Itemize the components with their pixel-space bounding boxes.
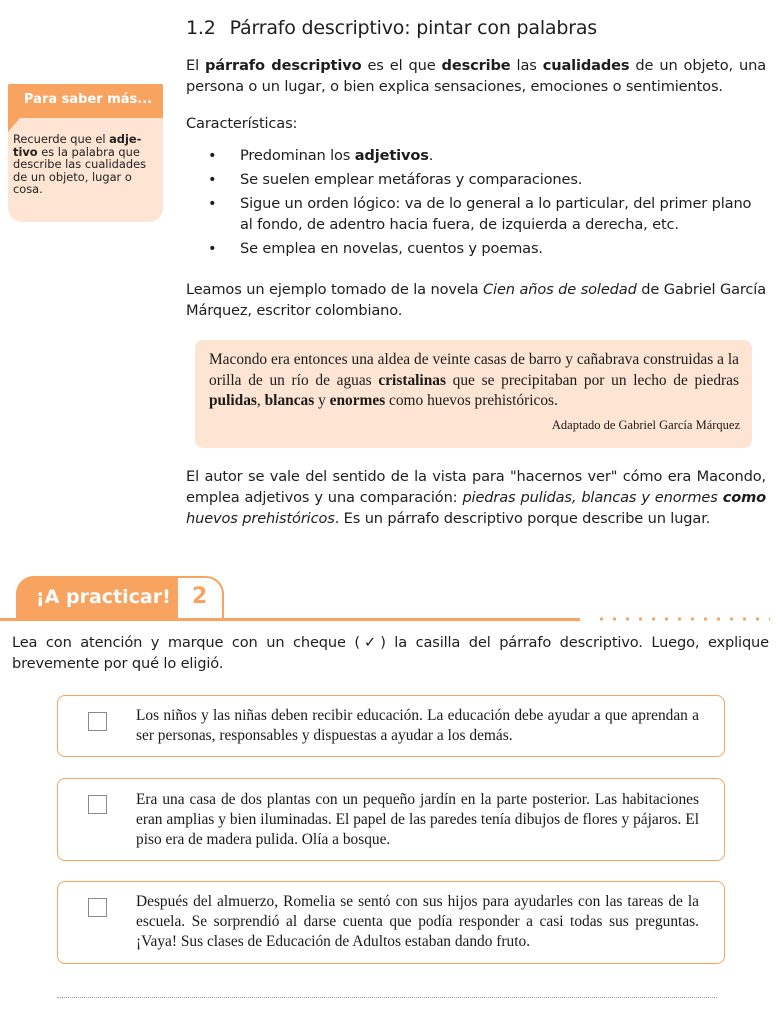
text-run: es el que xyxy=(361,57,442,74)
banner-dotted-divider xyxy=(595,617,770,621)
sidebar-header-tab xyxy=(8,118,20,132)
bold-term: adje-tivo xyxy=(13,132,142,159)
list-item xyxy=(208,169,768,190)
option-card xyxy=(57,778,725,861)
option-text: Era una casa de dos plantas con un pequeño jardín en la parte posterior. Las habitaciones eran amplias y bien iluminadas. El papel de las paredes tenía dibujos de flores y pájaros. El piso era de madera pulida. Olía a bosque. xyxy=(136,791,699,848)
characteristics-heading: Características: xyxy=(186,115,298,132)
text-run: Se suelen emplear metáforas y comparaciones. xyxy=(240,171,583,188)
quote-source: Adaptado de Gabriel García Márquez xyxy=(551,418,740,432)
banner-divider xyxy=(0,618,580,621)
bold-term: cristalinas xyxy=(378,371,446,389)
intro-paragraph xyxy=(186,55,766,97)
bold-term: adjetivos xyxy=(354,147,429,164)
text-run: . Es un párrafo descriptivo porque describe un lugar. xyxy=(334,510,711,527)
practice-instruction: Lea con atención y marque con un cheque (✓) la casilla del párrafo descriptivo. Luego, explique brevemente por qué lo eligió. xyxy=(12,634,769,672)
text-run: y xyxy=(314,392,330,409)
text-run: El xyxy=(186,57,205,74)
text-run: Recuerde que el xyxy=(13,132,110,146)
section-number: 1.2 xyxy=(186,17,216,39)
bullet-icon: • xyxy=(208,171,217,188)
quote-text xyxy=(209,350,739,412)
characteristics-list xyxy=(208,145,768,262)
bold-term: párrafo descriptivo xyxy=(204,57,362,74)
option-card xyxy=(57,695,725,757)
sidebar-note-text xyxy=(13,133,158,196)
text-run: las xyxy=(510,57,543,74)
text-run: de un objeto, una persona o un lugar, o bien explica sensaciones, emociones o sentimientos. xyxy=(186,57,766,95)
quote-box xyxy=(195,340,752,448)
bold-term: blancas xyxy=(264,392,315,409)
bullet-icon: • xyxy=(208,195,217,212)
text-run: que se precipitaban por un lecho de piedras xyxy=(445,371,739,389)
bold-term: describe xyxy=(441,57,511,74)
text-run: , xyxy=(256,392,265,409)
sidebar-note-title: Para saber más... xyxy=(24,92,153,107)
italic-run: huevos prehistóricos xyxy=(186,510,335,527)
analysis-paragraph xyxy=(186,466,766,529)
sidebar-note-header xyxy=(8,84,163,118)
option-checkbox[interactable] xyxy=(88,795,107,814)
lead-paragraph xyxy=(186,279,766,321)
text-run: . xyxy=(428,147,434,164)
list-item xyxy=(208,193,768,235)
text-run: como huevos prehistóricos. xyxy=(385,392,558,409)
bold-term: pulidas xyxy=(209,392,257,409)
list-item xyxy=(208,145,768,166)
text-run: Sigue un orden lógico: va de lo general a lo particular, del primer plano al fondo, de adentro hacia fuera, de izquierda a derecha, etc. xyxy=(240,195,752,233)
practice-title: ¡A practicar! xyxy=(36,586,171,608)
list-item xyxy=(208,238,768,259)
text-run: de Gabriel García Márquez, escritor colombiano. xyxy=(186,281,766,319)
practice-number: 2 xyxy=(192,584,208,609)
section-title-text: Párrafo descriptivo: pintar con palabras xyxy=(229,17,597,39)
italic-run: piedras pulidas, blancas y enormes xyxy=(462,489,718,506)
text-run: El autor se vale del sentido de la vista para "hacernos ver" cómo era Macondo, emplea adjetivos y una comparación: xyxy=(186,468,766,506)
option-text: Los niños y las niñas deben recibir educación. La educación debe ayudar a que aprendan a ser personas, responsables y dispuestas a ayudar a los demás. xyxy=(136,707,699,744)
bullet-icon: • xyxy=(208,240,217,257)
bold-term: enormes xyxy=(329,392,386,409)
option-checkbox[interactable] xyxy=(88,712,107,731)
text-run: Leamos un ejemplo tomado de la novela xyxy=(186,281,483,298)
option-checkbox[interactable] xyxy=(88,898,107,917)
option-text: Después del almuerzo, Romelia se sentó con sus hijos para ayudarles con las tareas de la escuela. Se sorprendió al darse cuenta que podía responder a casi todas sus preguntas. ¡Vaya! Sus clases de Educación de Adultos estaban dando fruto. xyxy=(136,893,699,950)
section-title xyxy=(186,17,597,39)
option-card xyxy=(57,881,725,964)
book-title: Cien años de soledad xyxy=(483,281,637,298)
text-run: Se emplea en novelas, cuentos y poemas. xyxy=(240,240,543,257)
answer-line[interactable] xyxy=(57,997,717,998)
bullet-icon: • xyxy=(208,147,217,164)
text-run: Macondo era entonces una aldea de veinte casas de barro y cañabrava construidas a la orilla de un río de aguas xyxy=(209,351,739,389)
text-run: Predominan los xyxy=(240,147,355,164)
text-run: es la palabra que describe las cualidades de un objeto, lugar o cosa. xyxy=(13,144,147,196)
bold-italic-run: como xyxy=(722,489,766,506)
bold-term: cualidades xyxy=(542,57,630,74)
